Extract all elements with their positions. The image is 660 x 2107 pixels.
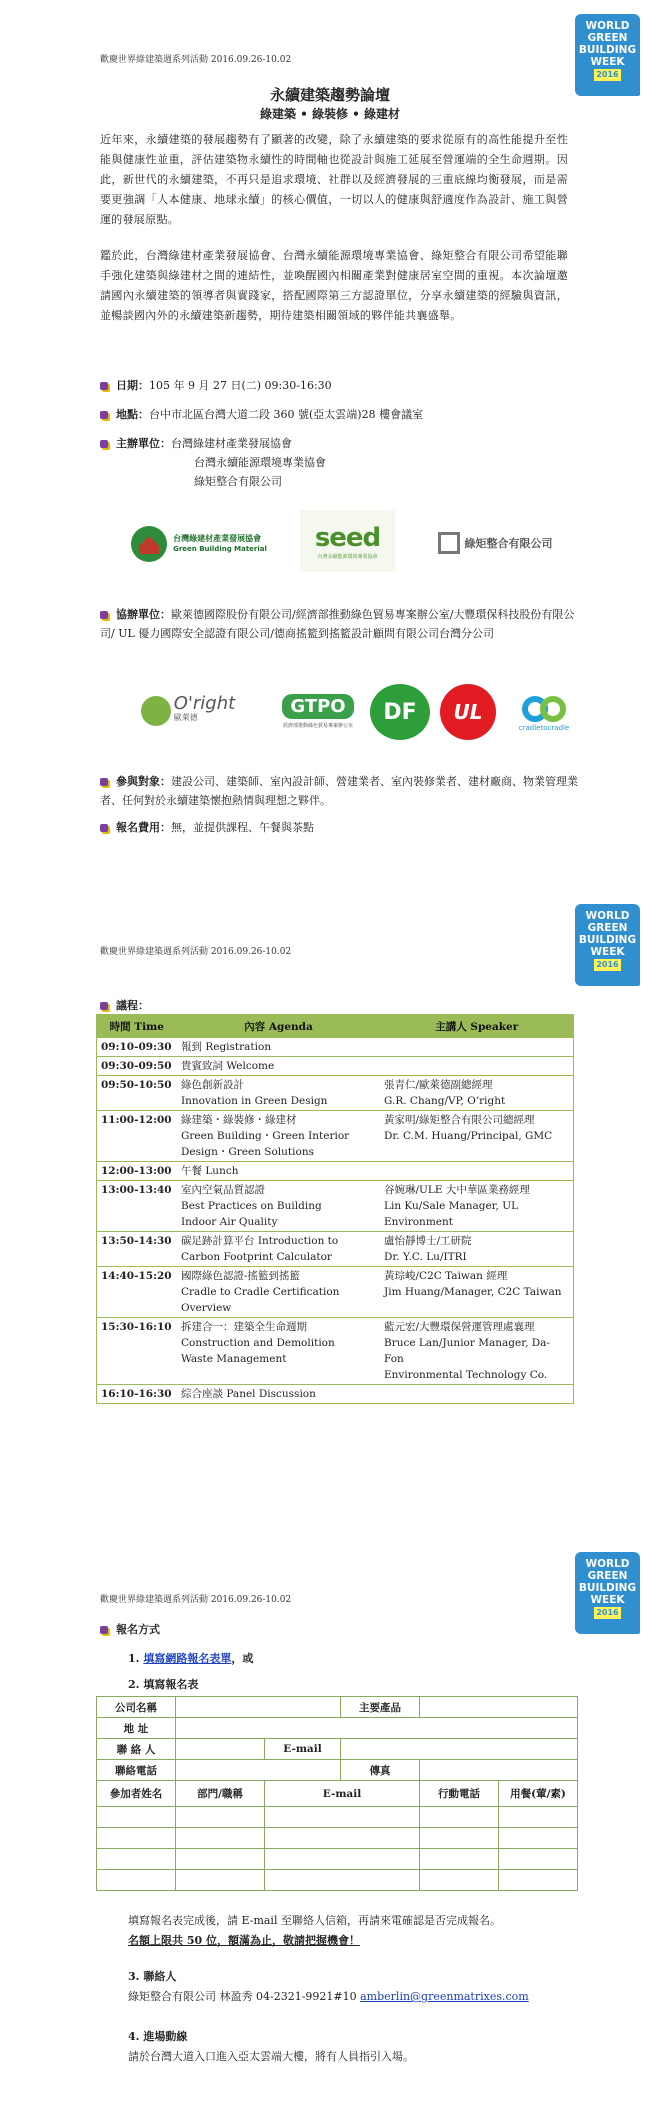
tgbm-logo: 台灣綠建材產業發展協會 Green Building Material bbox=[118, 520, 278, 568]
agenda-speaker bbox=[380, 1038, 574, 1057]
step3: 3. 聯絡人 bbox=[128, 1970, 177, 1983]
agenda-topic: 綜合座談 Panel Discussion bbox=[177, 1385, 380, 1404]
table-cell[interactable] bbox=[499, 1849, 578, 1870]
table-row bbox=[97, 1038, 574, 1057]
badge-year: 2016 bbox=[596, 70, 619, 79]
product-label: 主要產品 bbox=[341, 1697, 420, 1718]
agenda-time: 13:00-13:40 bbox=[97, 1181, 178, 1232]
contact-field[interactable] bbox=[176, 1739, 265, 1760]
participant-email-col: E-mail bbox=[265, 1781, 420, 1807]
badge-line: BUILDING bbox=[578, 1582, 637, 1594]
mobile-col: 行動電話 bbox=[420, 1781, 499, 1807]
square-icon bbox=[438, 532, 460, 554]
event-header: 歡慶世界綠建築週系列活動 2016.09.26-10.02 bbox=[100, 947, 292, 957]
contact-info: 綠矩整合有限公司 林盈秀 04-2321-9921#10 amberlin@greenmatrixes.com bbox=[128, 1990, 529, 2003]
fax-label: 傳真 bbox=[341, 1760, 420, 1781]
agenda-header-row bbox=[97, 1015, 574, 1038]
agenda-topic: 綠建築・綠裝修・綠建材 Green Building・Green Interior Design・Green Solutions bbox=[177, 1111, 380, 1162]
badge-line: WEEK bbox=[590, 1594, 625, 1606]
registration-form bbox=[96, 1696, 578, 1891]
world-green-building-week-logo bbox=[575, 904, 640, 986]
product-field[interactable] bbox=[420, 1697, 578, 1718]
leaf-icon bbox=[141, 696, 171, 726]
bullet-icon bbox=[100, 1626, 108, 1634]
page-title: 永續建築趨勢論壇 bbox=[269, 86, 390, 104]
col-time: 時間 Time bbox=[97, 1015, 178, 1038]
registration-label: 報名方式 bbox=[100, 1620, 580, 1639]
world-green-building-week-logo bbox=[575, 1552, 640, 1634]
bullet-icon bbox=[100, 411, 108, 419]
agenda-time: 16:10-16:30 bbox=[97, 1385, 178, 1404]
table-row bbox=[97, 1318, 574, 1385]
company-field[interactable] bbox=[176, 1697, 341, 1718]
agenda-speaker bbox=[380, 1162, 574, 1181]
step1: 1. 填寫網路報名表單，或 bbox=[128, 1652, 254, 1665]
table-cell[interactable] bbox=[265, 1807, 420, 1828]
bullet-icon bbox=[100, 778, 108, 786]
agenda-time: 09:50-10:50 bbox=[97, 1076, 178, 1111]
agenda-topic: 碳足跡計算平台 Introduction to Carbon Footprint Calculator bbox=[177, 1232, 380, 1267]
seed-logo: seed 台灣永續能源環境專業協會 bbox=[300, 510, 395, 572]
fax-field[interactable] bbox=[420, 1760, 578, 1781]
table-cell[interactable] bbox=[176, 1828, 265, 1849]
table-cell[interactable] bbox=[420, 1849, 499, 1870]
bullet-icon bbox=[100, 1002, 108, 1010]
table-cell[interactable] bbox=[420, 1828, 499, 1849]
department-col: 部門/職稱 bbox=[176, 1781, 265, 1807]
place-item: 地點：台中市北區台灣大道二段 360 號(亞太雲端)28 樓會議室 bbox=[100, 405, 580, 424]
capacity-note: 名額上限共 50 位，額滿為止，敬請把握機會！ bbox=[128, 1934, 360, 1947]
bullet-icon bbox=[100, 824, 108, 832]
agenda-speaker: 張青仁/歐萊德副總經理 G.R. Chang/VP, O’right bbox=[380, 1076, 574, 1111]
table-cell[interactable] bbox=[499, 1828, 578, 1849]
agenda-speaker: 黃家明/綠矩整合有限公司總經理 Dr. C.M. Huang/Principal, GMC bbox=[380, 1111, 574, 1162]
agenda-topic: 室內空氣品質認證 Best Practices on Building Indoor Air Quality bbox=[177, 1181, 380, 1232]
badge-line: WORLD bbox=[585, 20, 630, 32]
table-row bbox=[97, 1162, 574, 1181]
ul-logo: UL bbox=[440, 684, 496, 740]
phone-label: 聯絡電話 bbox=[97, 1760, 176, 1781]
badge-line: BUILDING bbox=[578, 44, 637, 56]
agenda-time: 15:30-16:10 bbox=[97, 1318, 178, 1385]
participant-name-col: 參加者姓名 bbox=[97, 1781, 176, 1807]
agenda-topic: 拆建合一：建築全生命週期 Construction and Demolition Waste Management bbox=[177, 1318, 380, 1385]
co-organizer-item: 協辦單位：歐萊德國際股份有限公司/經濟部推動綠色貿易專案辦公室/大豐環保科技股份有限公司/ UL 優力國際安全認證有限公司/德商搖籃到搖籃設計顧問有限公司台灣分公司 bbox=[100, 608, 575, 640]
route-info: 請於台灣大道入口進入亞太雲端大樓，將有人員指引入場。 bbox=[128, 2050, 414, 2063]
table-cell[interactable] bbox=[176, 1870, 265, 1891]
table-row bbox=[97, 1076, 574, 1111]
table-cell[interactable] bbox=[265, 1849, 420, 1870]
dafon-logo: DF bbox=[370, 684, 430, 740]
address-label: 地 址 bbox=[97, 1718, 176, 1739]
agenda-time: 12:00-13:00 bbox=[97, 1162, 178, 1181]
badge-line: WEEK bbox=[590, 946, 625, 958]
badge-line: WORLD bbox=[585, 1558, 630, 1570]
purpose-paragraph: 鑑於此，台灣綠建材產業發展協會、台灣永續能源環境專業協會、綠矩整合有限公司希望能聯手強化建築與綠建材之間的連結性，並喚醒國內相關產業對健康居室空間的重視。本次論壇邀請國內永續建築的領導者與實踐家，搭配國際第三方認證單位，分享永續建築的經驗與資訊，並暢談國內外的永續建築新趨勢，期待建築相關領域的夥伴能共襄盛舉。 bbox=[100, 249, 568, 322]
agenda-speaker: 盧怡靜博士/工研院 Dr. Y.C. Lu/ITRI bbox=[380, 1232, 574, 1267]
agenda-label: 議程： bbox=[100, 996, 580, 1015]
table-cell[interactable] bbox=[265, 1828, 420, 1849]
col-speaker: 主講人 Speaker bbox=[380, 1015, 574, 1038]
phone-field[interactable] bbox=[176, 1760, 341, 1781]
fee-item: 報名費用：無，並提供課程、午餐與茶點 bbox=[100, 818, 580, 837]
email-field[interactable] bbox=[341, 1739, 578, 1760]
agenda-topic: 綠色創新設計 Innovation in Green Design bbox=[177, 1076, 380, 1111]
table-row bbox=[97, 1181, 574, 1232]
agenda-speaker: 谷婉琳/ULE 大中華區業務經理 Lin Ku/Sale Manager, UL Environment bbox=[380, 1181, 574, 1232]
badge-line: GREEN bbox=[587, 32, 628, 44]
organizer-line: 綠矩整合有限公司 bbox=[194, 475, 282, 488]
oright-logo: O'right 歐萊德 bbox=[128, 686, 248, 736]
table-row bbox=[97, 1057, 574, 1076]
greenmatrix-logo: 綠矩整合有限公司 bbox=[420, 530, 570, 556]
email-label: E-mail bbox=[265, 1739, 341, 1760]
target-item: 參與對象：建設公司、建築師、室內設計師、營建業者、室內裝修業者、建材廠商、物業管理業者、任何對於永續建築懷抱熱情與理想之夥伴。 bbox=[100, 775, 578, 807]
agenda-table bbox=[96, 1014, 574, 1404]
table-cell[interactable] bbox=[97, 1807, 176, 1828]
step4: 4. 進場動線 bbox=[128, 2030, 188, 2043]
badge-line: GREEN bbox=[587, 1570, 628, 1582]
table-row bbox=[97, 1385, 574, 1404]
gtpo-logo: GTPO 經濟部推動綠色貿易專案辦公室 bbox=[282, 695, 353, 729]
meal-col: 用餐(葷/素) bbox=[499, 1781, 578, 1807]
date-item: 日期：105 年 9 月 27 日(二) 09:30-16:30 bbox=[100, 376, 580, 395]
badge-year: 2016 bbox=[596, 960, 619, 969]
agenda-speaker: 藍元宏/大豐環保營運管理處襄理 Bruce Lan/Junior Manager, Da-Fon Environmental Technology Co. bbox=[380, 1318, 574, 1385]
col-agenda: 內容 Agenda bbox=[177, 1015, 380, 1038]
agenda-topic: 國際綠色認證-搖籃到搖籃 Cradle to Cradle Certification Overview bbox=[177, 1267, 380, 1318]
intro-paragraph: 近年來，永續建築的發展趨勢有了顯著的改變，除了永續建築的要求從原有的高性能提升至性能與健康性並重，評估建築物永續性的時間軸也從設計與施工延展至營運端的全生命週期。因此，新世代的永續建築，不再只是追求環境、社群以及經濟發展的三重底線均衡發展，而是需要更強調「人本健康、地球永續」的核心價值，一切以人的健康與舒適度作為設計、施工與營運的發展原點。 bbox=[100, 133, 568, 226]
table-row bbox=[97, 1267, 574, 1318]
step2: 2. 填寫報名表 bbox=[128, 1678, 199, 1691]
agenda-topic: 報到 Registration bbox=[177, 1038, 380, 1057]
table-cell[interactable] bbox=[97, 1849, 176, 1870]
online-form-link[interactable]: 填寫網路報名表單 bbox=[143, 1652, 232, 1665]
contact-email-link[interactable]: amberlin@greenmatrixes.com bbox=[360, 1990, 529, 2003]
page-subtitle: 綠建築 • 綠裝修 • 綠建材 bbox=[259, 107, 401, 121]
badge-line: GREEN bbox=[587, 922, 628, 934]
agenda-time: 13:50-14:30 bbox=[97, 1232, 178, 1267]
bullet-icon bbox=[100, 382, 108, 390]
company-label: 公司名稱 bbox=[97, 1697, 176, 1718]
event-header: 歡慶世界綠建築週系列活動 2016.09.26-10.02 bbox=[100, 55, 292, 65]
organizer-line: 台灣永續能源環境專業協會 bbox=[194, 456, 326, 469]
infinity-icon bbox=[521, 694, 567, 724]
c2c-logo: cradletocradle bbox=[508, 684, 580, 742]
table-cell[interactable] bbox=[97, 1870, 176, 1891]
agenda-time: 11:00-12:00 bbox=[97, 1111, 178, 1162]
agenda-topic: 貴賓致詞 Welcome bbox=[177, 1057, 380, 1076]
agenda-speaker: 黃琮峻/C2C Taiwan 經理 Jim Huang/Manager, C2C Taiwan bbox=[380, 1267, 574, 1318]
badge-line: WEEK bbox=[590, 56, 625, 68]
table-cell[interactable] bbox=[499, 1870, 578, 1891]
address-field[interactable] bbox=[176, 1718, 578, 1739]
table-cell[interactable] bbox=[176, 1849, 265, 1870]
event-header: 歡慶世界綠建築週系列活動 2016.09.26-10.02 bbox=[100, 1595, 292, 1605]
organizer-item: 主辦單位：台灣綠建材產業發展協會 台灣永續能源環境專業協會 綠矩整合有限公司 bbox=[100, 434, 580, 491]
registration-note: 填寫報名表完成後，請 E-mail 至聯絡人信箱，再請來電確認是否完成報名。 bbox=[128, 1914, 501, 1927]
table-row bbox=[97, 1232, 574, 1267]
agenda-topic: 午餐 Lunch bbox=[177, 1162, 380, 1181]
agenda-speaker bbox=[380, 1057, 574, 1076]
agenda-time: 09:30-09:50 bbox=[97, 1057, 178, 1076]
table-cell[interactable] bbox=[176, 1807, 265, 1828]
table-cell[interactable] bbox=[97, 1828, 176, 1849]
table-cell[interactable] bbox=[265, 1870, 420, 1891]
agenda-time: 14:40-15:20 bbox=[97, 1267, 178, 1318]
table-cell[interactable] bbox=[499, 1807, 578, 1828]
table-cell[interactable] bbox=[420, 1807, 499, 1828]
badge-line: BUILDING bbox=[578, 934, 637, 946]
badge-year: 2016 bbox=[596, 1608, 619, 1617]
table-cell[interactable] bbox=[420, 1870, 499, 1891]
bullet-icon bbox=[100, 611, 108, 619]
table-row bbox=[97, 1111, 574, 1162]
contact-label: 聯 絡 人 bbox=[97, 1739, 176, 1760]
bullet-icon bbox=[100, 440, 108, 448]
house-icon bbox=[129, 524, 169, 564]
agenda-speaker bbox=[380, 1385, 574, 1404]
badge-line: WORLD bbox=[585, 910, 630, 922]
agenda-time: 09:10-09:30 bbox=[97, 1038, 178, 1057]
